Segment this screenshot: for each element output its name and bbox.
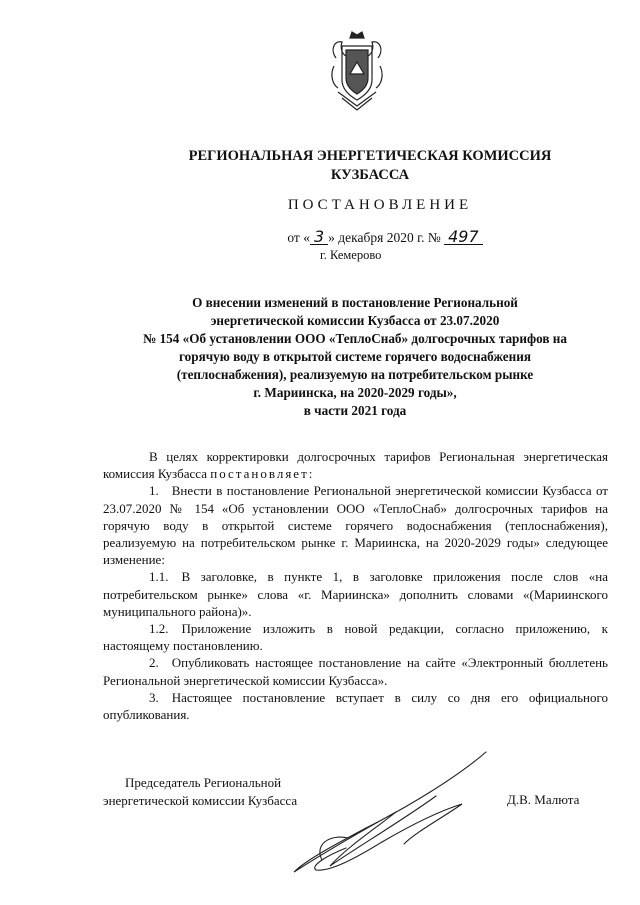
subject-line: (теплоснабжения), реализуемую на потребительском рынке [176, 367, 534, 382]
position-line2: энергетической комиссии Кузбасса [103, 793, 298, 808]
city-label: г. Кемерово [320, 248, 382, 262]
document-subject [100, 294, 610, 420]
date-line [225, 229, 545, 246]
handwritten-day: 3 [310, 229, 328, 245]
signatory-position [103, 774, 297, 810]
intro-paragraph [103, 448, 608, 482]
decree-label: ПОСТАНОВЛЕНИЕ [287, 197, 473, 213]
signatory-name: Д.В. Малюта [507, 792, 580, 807]
intro-keyword: постановляет: [210, 466, 315, 482]
item-3: 3. Настоящее постановление вступает в силу со дня его официального опубликования. [103, 689, 608, 723]
handwritten-signature [286, 748, 498, 878]
handwritten-number: 497 [444, 229, 483, 245]
subject-line: энергетической комиссии Кузбасса от 23.07.2020 [210, 313, 500, 328]
position-line1: Председатель Региональной [125, 775, 282, 790]
subject-line: № 154 «Об установлении ООО «ТеплоСнаб» долгосрочных тарифов на [143, 331, 567, 346]
coat-of-arms-emblem [328, 28, 386, 112]
subject-line: г. Мариинска, на 2020-2029 годы», [253, 385, 457, 400]
item-1-1: 1.1. В заголовке, в пункте 1, в заголовке приложения после слов «на потребительском рынке» слова «г. Мариинска» дополнить словами «(Мариинского муниципального района)». [103, 569, 608, 619]
intro-text: В целях корректировки долгосрочных тарифов Региональная энергетическая комиссия Кузбасса [103, 449, 608, 482]
item-1-2: 1.2. Приложение изложить в новой редакции, согласно приложению, к настоящему постановлению. [103, 621, 608, 654]
item-2: 2. Опубликовать настоящее постановление на сайте «Электронный бюллетень Региональной энергетической комиссии Кузбасса». [103, 655, 608, 688]
subject-line: О внесении изменений в постановление Региональной [192, 295, 518, 310]
date-prefix: от « [287, 230, 310, 245]
subject-line: горячую воду в открытой системе горячего водоснабжения [179, 349, 531, 364]
document-body [103, 448, 608, 723]
organization-name-line1: РЕГИОНАЛЬНАЯ ЭНЕРГЕТИЧЕСКАЯ КОМИССИЯ [188, 148, 552, 164]
item-1: 1. Внести в постановление Региональной энергетической комиссии Кузбасса от 23.07.2020 № 154 «Об установлении ООО «ТеплоСнаб» долгосрочных тарифов на горячую воду в открытой системе горячего водоснабжения (теплоснабжения), реализуемую на потребительском рынке г. Мариинска, на 2020-2029 годы» следующее изменение: [103, 483, 608, 568]
organization-name-line2: КУЗБАССА [330, 167, 410, 183]
date-middle: » декабря 2020 г. № [328, 230, 441, 245]
subject-line: в части 2021 года [303, 403, 407, 418]
